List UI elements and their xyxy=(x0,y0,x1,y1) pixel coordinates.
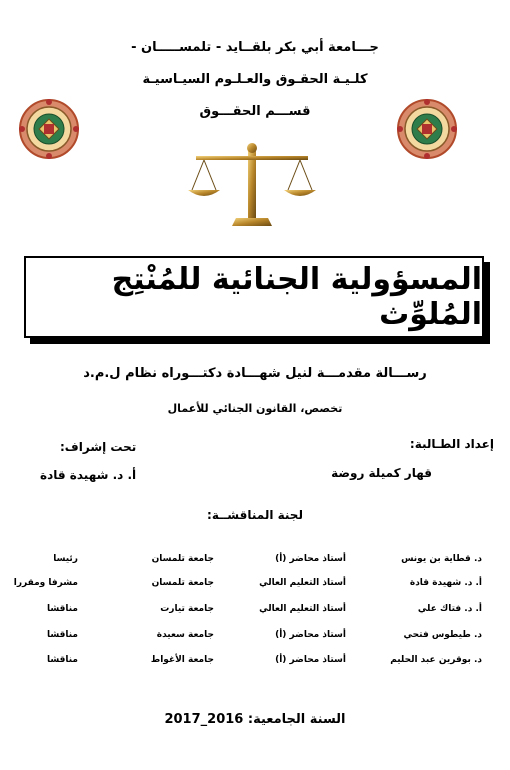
university-seal-left xyxy=(18,98,80,160)
member-role: رئيسا xyxy=(53,554,78,564)
supervisor-label: تحت إشراف: xyxy=(60,440,137,454)
specialty-line: تخصص، القانون الجنائي للأعمال xyxy=(167,402,343,415)
member-university: جامعة الأغواط xyxy=(150,655,214,665)
member-role: مشرفا ومقررا xyxy=(13,578,78,588)
student-label: إعداد الطـالبة: xyxy=(409,437,494,451)
member-university: جامعة تيارت xyxy=(160,604,214,614)
department-name: قســـم الحقـــوق xyxy=(199,104,311,119)
member-rank: أستاذ محاضر (أ) xyxy=(275,655,346,665)
member-name: د. قطاية بن يونس xyxy=(401,554,482,564)
thesis-title: المسؤولية الجنائية للمُنْتِج المُلوِّث xyxy=(111,262,482,332)
supervisor-name: أ. د. شهيدة قادة xyxy=(40,468,137,482)
member-name: د. بوقرين عبد الحليم xyxy=(390,655,482,665)
scales-of-justice-icon xyxy=(182,140,322,230)
member-rank: أستاذ التعليم العالي xyxy=(259,578,346,588)
member-university: جامعة تلمسان xyxy=(151,554,214,564)
member-name: أ. د. فتاك علي xyxy=(417,604,482,614)
student-name: قهار كميلة روضة xyxy=(331,466,432,480)
member-rank: أستاذ محاضر (أ) xyxy=(275,630,346,640)
member-rank: أستاذ محاضر (أ) xyxy=(275,554,346,564)
member-role: مناقشا xyxy=(46,604,78,614)
university-seal-right xyxy=(396,98,458,160)
thesis-title-box xyxy=(24,256,484,338)
degree-statement: رســـالة مقدمـــة لنيل شهـــادة دكتـــوراه نظام ل.م.د xyxy=(83,366,427,381)
university-name: جـــامعة أبي بكر بلقــايد - تلمســـــان - xyxy=(131,40,379,55)
member-role: مناقشا xyxy=(46,655,78,665)
member-name: د. طيطوس فتحي xyxy=(403,630,482,640)
committee-label: لجنة المناقشــة: xyxy=(207,508,303,522)
academic-year: السنة الجامعية: 2016_2017 xyxy=(164,712,346,727)
member-role: مناقشا xyxy=(46,630,78,640)
member-rank: أستاذ التعليم العالي xyxy=(259,604,346,614)
member-name: أ. د. شهيدة قادة xyxy=(409,578,482,588)
member-university: جامعة سعيدة xyxy=(156,630,214,640)
member-university: جامعة تلمسان xyxy=(151,578,214,588)
faculty-name: كلـيـة الحقـوق والعـلـوم السيـاسيـة xyxy=(142,72,368,87)
